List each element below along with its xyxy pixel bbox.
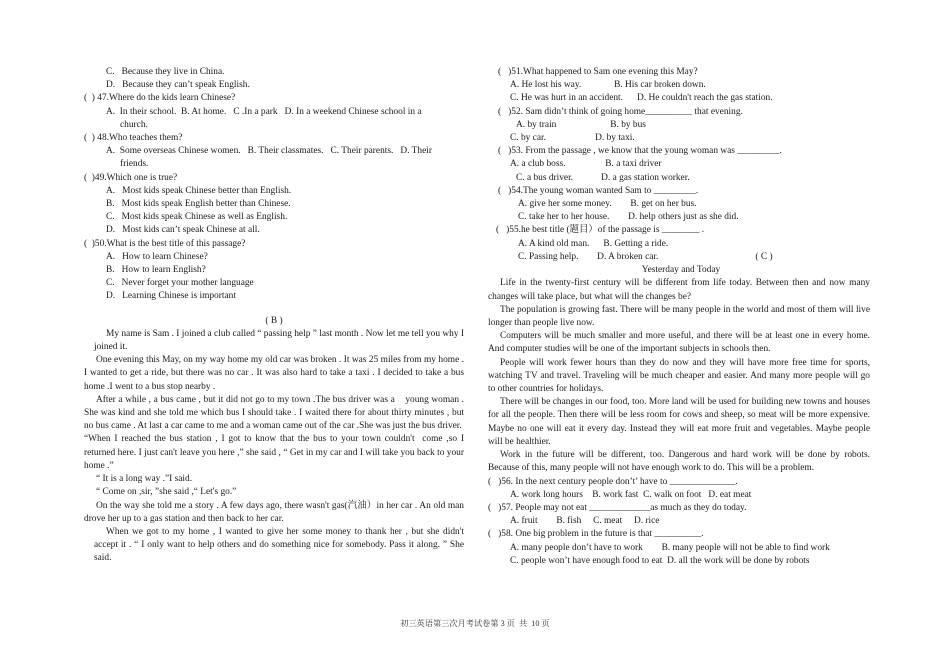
passage-b-paragraph-4: “When I reached the bus station , I got to know that the bus to your town couldn't come ,so I returned here. I just can't leave you here ,” she said , “ Get in my car and I will take you back to your home .” bbox=[84, 434, 464, 471]
passage-c-paragraph-3: Computers will be much smaller and more useful, and there will be at least one in every home. And computer studies will be one of the important subjects in schools then. bbox=[488, 331, 870, 355]
q48-options: A. Some overseas Chinese women. B. Their classmates. C. Their parents. D. Their bbox=[106, 146, 432, 157]
right-column bbox=[488, 66, 870, 568]
question-55: ( )55.he best title (题目）of the passage is ________ . bbox=[496, 225, 705, 236]
page-footer: 初三英语第三次月考试卷第 3 页 共 10 页 bbox=[400, 619, 550, 628]
question-51: ( )51.What happened to Sam one evening this May? bbox=[498, 67, 698, 77]
q49-option-c: C. Most kids speak Chinese as well as English. bbox=[106, 212, 288, 223]
passage-b-paragraph-3: After a while , a bus came , but it did not go to my town .The bus driver was a young woman . She was kind and she told me which bus I should take . I waited there for about thirty minutes , but no bus came . At last a car came to me and a woman came out of the car .She was just the bus driver. bbox=[84, 394, 464, 432]
q54-options-ab: A. give her some money. B. get on her bus. bbox=[518, 199, 697, 210]
question-49: ( )49.Which one is true? bbox=[84, 172, 178, 183]
q58-options-cd: C. people won’t have enough food to eat D. all the work will be done by robots bbox=[510, 555, 810, 566]
question-48: ( ) 48.Who teaches them? bbox=[84, 133, 183, 144]
question-53: ( )53. From the passage , we know that the young woman was _________. bbox=[498, 146, 782, 157]
q47-options: A. In their school. B. At home. C .In a park D. In a weekend Chinese school in a bbox=[106, 106, 422, 117]
section-c-heading: ( C ) bbox=[755, 252, 773, 263]
passage-c-paragraph-1: Life in the twenty-first century will be different from life today. Between then and now many changes will take place, but what will the changes be? bbox=[488, 278, 870, 302]
q49-option-d: D. Most kids can’t speak Chinese at all. bbox=[106, 225, 260, 236]
q48-options-cont: friends. bbox=[120, 159, 149, 170]
q52-options-ab: A. by train B. by bus bbox=[516, 119, 646, 130]
question-52: ( )52. Sam didn’t think of going home__________ that evening. bbox=[498, 106, 743, 117]
question-57: ( )57. People may not eat _____________as much as they do today. bbox=[488, 502, 747, 513]
q55-options-ab: A. A kind old man. B. Getting a ride. bbox=[518, 238, 669, 249]
question-54: ( )54.The young woman wanted Sam to _________. bbox=[498, 185, 699, 196]
question-50: ( )50.What is the best title of this passage? bbox=[84, 238, 246, 249]
passage-c-paragraph-2: The population is growing fast. There will be many people in the world and most of them will live longer than people live now. bbox=[488, 304, 870, 329]
passage-c-paragraph-6: Work in the future will be different, too. Dangerous and hard work will be done by robots. Because of this, many people will not have enough work to do. This will be a problem. bbox=[488, 450, 870, 474]
q53-options-cd: C. a bus driver. D. a gas station worker. bbox=[516, 172, 690, 183]
q50-option-d: D. Learning Chinese is important bbox=[106, 291, 236, 302]
q50-option-a: A. How to learn Chinese? bbox=[106, 251, 208, 262]
q50-option-b: B. How to learn English? bbox=[106, 265, 206, 276]
q52-options-cd: C. by car. D. by taxi. bbox=[510, 133, 635, 144]
passage-b-paragraph-5: “ It is a long way .”I said. bbox=[96, 474, 193, 485]
question-56: ( )56. In the next century people don’t’ have to ______________. bbox=[488, 476, 738, 487]
q51-options-ab: A. He lost his way. B. His car broken down. bbox=[510, 80, 706, 91]
section-b-heading: ( B ) bbox=[265, 315, 283, 326]
passage-b-paragraph-7: On the way she told me a story . A few days ago, there wasn't gas(汽油）in her car . An old man drove her up to a gas station and then back to her car. bbox=[84, 500, 464, 524]
q50-option-c: C. Never forget your mother language bbox=[106, 278, 254, 289]
q58-options-ab: A. many people don’t have to work B. many people will not be able to find work bbox=[510, 542, 830, 553]
q56-options: A. work long hours B. work fast C. walk on foot D. eat meat bbox=[510, 489, 752, 500]
q57-options: A. fruit B. fish C. meat D. rice bbox=[510, 516, 660, 527]
q51-options-cd: C. He was hurt in an accident. D. He couldn't reach the gas station. bbox=[510, 93, 773, 104]
left-column bbox=[84, 66, 464, 566]
q49-option-b: B. Most kids speak English better than Chinese. bbox=[106, 199, 291, 210]
q46-option-d: D. Because they can’t speak English. bbox=[106, 80, 250, 91]
question-47: ( ) 47.Where do the kids learn Chinese? bbox=[84, 93, 236, 104]
q55-options-cd: C. Passing help. D. A broken car. bbox=[518, 251, 659, 262]
q47-options-cont: church. bbox=[120, 119, 148, 130]
passage-b-paragraph-1: My name is Sam . I joined a club called “ passing help ” last month . Now let me tell you why I joined it. bbox=[94, 328, 464, 353]
q49-option-a: A. Most kids speak Chinese better than English. bbox=[106, 185, 292, 196]
passage-c-paragraph-5: There will be changes in our food, too. More land will be used for building new towns and houses for all the people. Then there will be less room for cows and sheep, so meat will be more expensive. Maybe no one will eat it every day. Instead they will eat more fruit and vegetables. Maybe people will be healthier. bbox=[488, 397, 870, 447]
q53-options-ab: A. a club boss. B. a taxi driver bbox=[510, 159, 662, 170]
passage-b-paragraph-2: One evening this May, on my way home my old car was broken . It was 25 miles from my home . I wanted to get a ride, but there was no car . It was also hard to take a taxi . I decided to take a bus home .I went to a bus stop nearby . bbox=[84, 355, 464, 392]
q46-option-c: C. Because they live in China. bbox=[106, 67, 225, 77]
passage-c-title: Yesterday and Today bbox=[641, 265, 721, 276]
passage-c-paragraph-4: People will work fewer hours than they do now and they will have more free time for sports, watching TV and travel. Traveling will be much cheaper and easier. And many more people will go to other countries for holidays. bbox=[488, 357, 870, 395]
question-58: ( )58. One big problem in the future is that __________. bbox=[488, 529, 704, 540]
q54-options-cd: C. take her to her house. D. help others just as she did. bbox=[518, 212, 739, 223]
passage-b-paragraph-6: “ Come on ,sir, ”she said ,“ Let's go.” bbox=[96, 487, 237, 498]
passage-b-paragraph-8: When we got to my home , I wanted to give her some money to thank her , but she didn't accept it . “ I only want to help others and do something nice for somebody. Pass it along. ” She said. bbox=[94, 526, 464, 564]
